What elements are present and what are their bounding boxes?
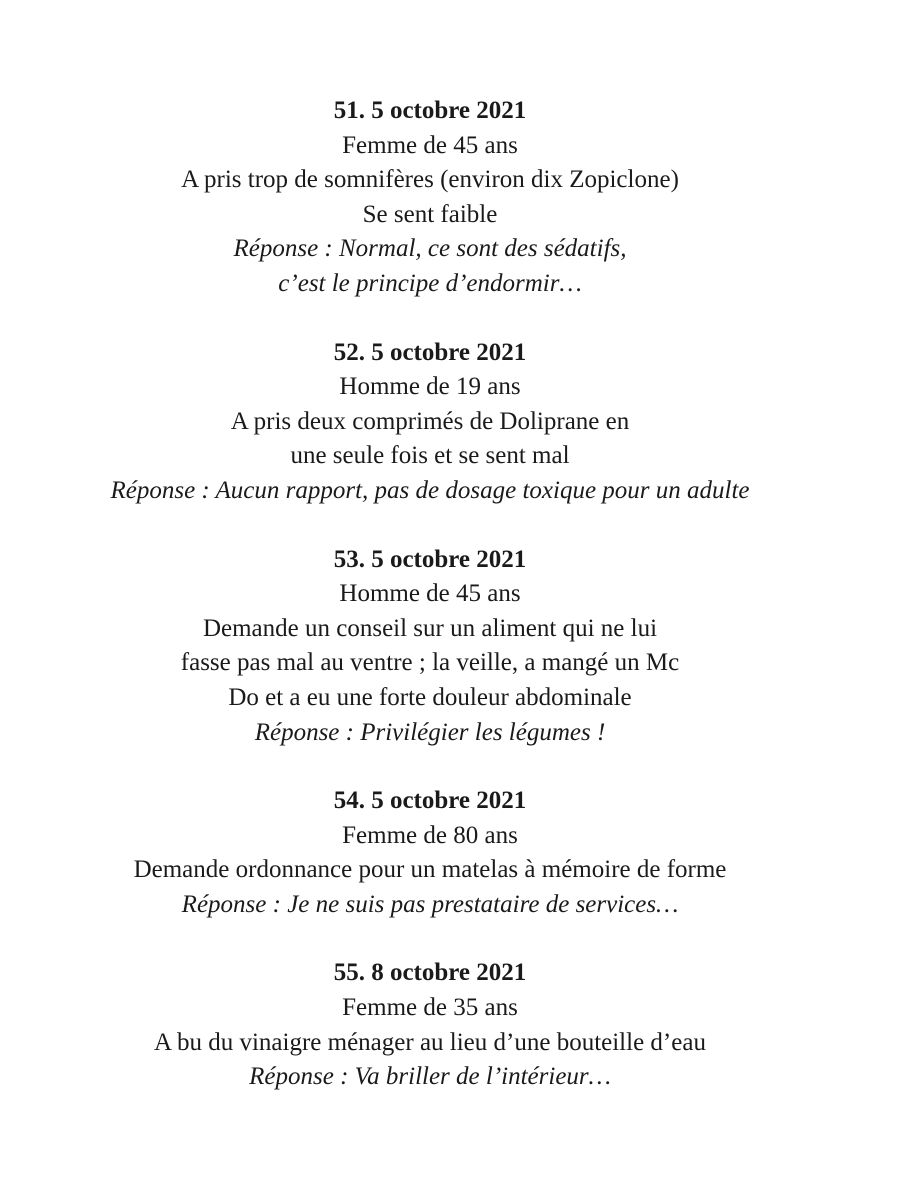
entry-55	[0, 956, 860, 1094]
entry-line: A pris trop de somnifères (environ dix Zopiclone)	[181, 166, 679, 194]
document-page	[0, 94, 860, 1129]
entry-answer: Réponse : Normal, ce sont des sédatifs,	[233, 235, 627, 263]
entry-line: Demande ordonnance pour un matelas à mémoire de forme	[133, 856, 727, 884]
entry-title: 53. 5 octobre 2021	[333, 545, 527, 573]
entry-51	[0, 94, 860, 302]
entry-title: 55. 8 octobre 2021	[333, 959, 527, 987]
entry-line: Femme de 45 ans	[342, 131, 518, 159]
entry-title: 54. 5 octobre 2021	[333, 787, 527, 815]
entry-line: Demande un conseil sur un aliment qui ne lui	[202, 614, 658, 642]
entry-line: A bu du vinaigre ménager au lieu d’une bouteille d’eau	[154, 1028, 706, 1056]
entry-answer: Réponse : Privilégier les légumes !	[254, 718, 606, 746]
entry-line: Do et a eu une forte douleur abdominale	[228, 683, 632, 711]
entry-answer: Réponse : Je ne suis pas prestataire de services…	[181, 890, 679, 918]
entry-52	[0, 336, 860, 509]
entry-line: Homme de 19 ans	[339, 373, 521, 401]
entry-answer: Réponse : Aucun rapport, pas de dosage toxique pour un adulte	[110, 476, 750, 504]
entry-title: 52. 5 octobre 2021	[333, 338, 527, 366]
entry-line: Se sent faible	[362, 200, 498, 228]
entry-answer: Réponse : Va briller de l’intérieur…	[249, 1063, 611, 1091]
entry-line: Femme de 35 ans	[342, 994, 518, 1022]
entry-line: fasse pas mal au ventre ; la veille, a mangé un Mc	[180, 649, 680, 677]
entry-line: une seule fois et se sent mal	[290, 442, 570, 470]
entry-line: A pris deux comprimés de Doliprane en	[230, 407, 630, 435]
entry-line: Homme de 45 ans	[339, 580, 521, 608]
entry-title: 51. 5 octobre 2021	[333, 97, 527, 124]
entry-53	[0, 543, 860, 751]
entry-line: Femme de 80 ans	[342, 821, 518, 849]
entry-54	[0, 784, 860, 922]
entry-answer: c’est le principe d’endormir…	[278, 269, 582, 297]
